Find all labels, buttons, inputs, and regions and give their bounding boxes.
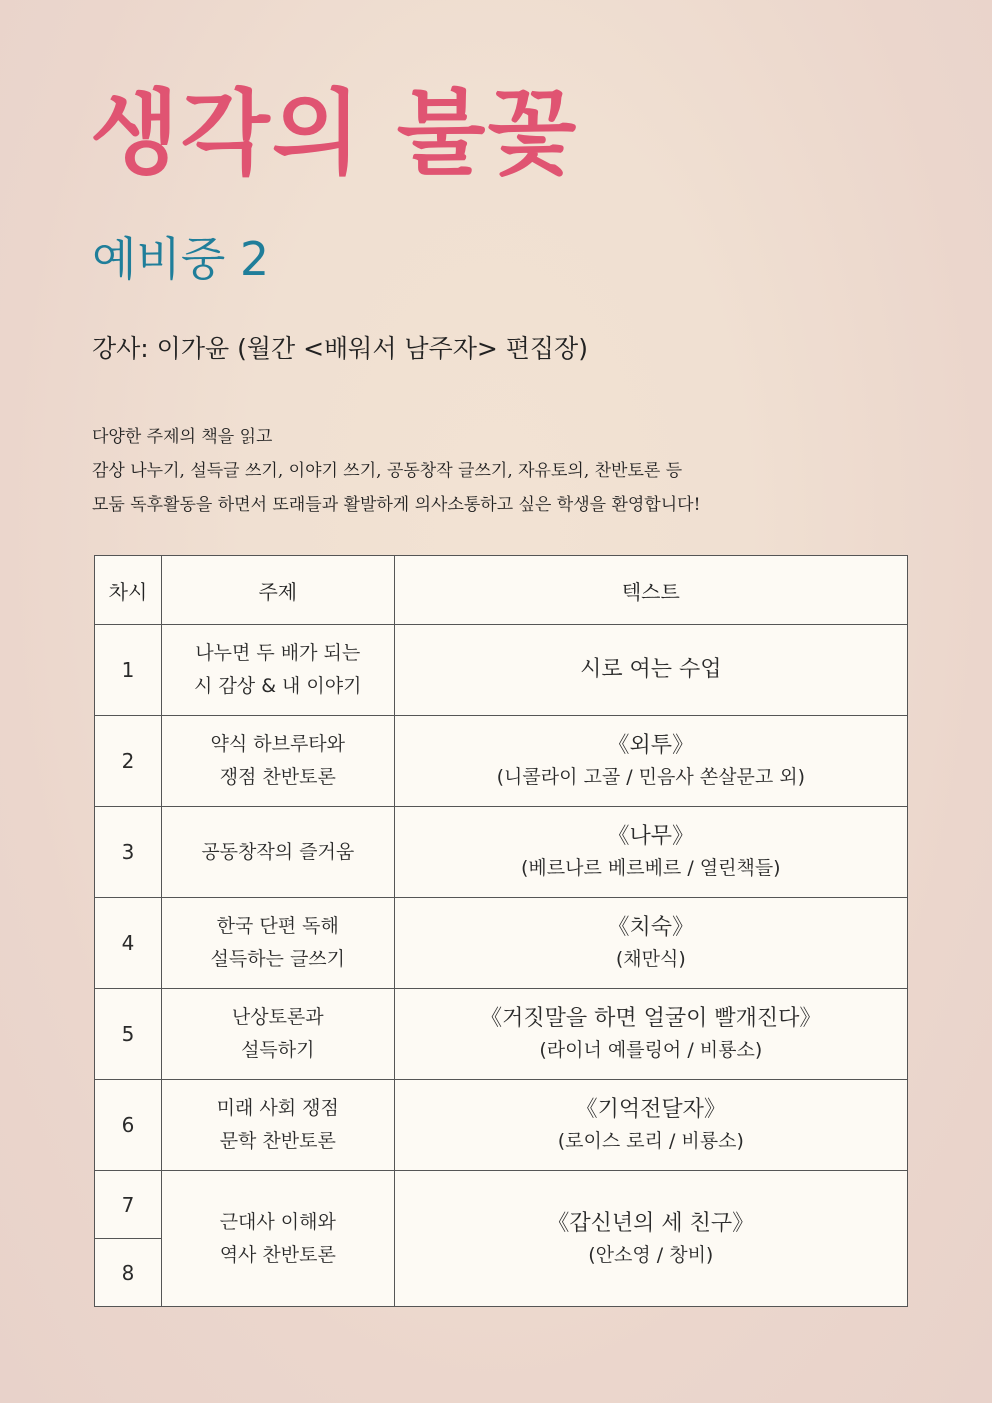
page-subtitle: 예비중 2 xyxy=(92,232,270,286)
session-text xyxy=(394,625,907,716)
book-title: 《치숙》 xyxy=(607,915,695,940)
topic-line: 설득하는 글쓰기 xyxy=(210,948,346,970)
header-session: 차시 xyxy=(95,556,162,625)
table-row xyxy=(95,625,908,716)
book-title: 《기억전달자》 xyxy=(575,1097,726,1122)
session-text xyxy=(394,1080,907,1171)
topic-line: 공동창작의 즐거움 xyxy=(201,840,355,863)
session-text xyxy=(394,807,907,898)
topic-line: 설득하기 xyxy=(241,1039,315,1061)
session-number: 5 xyxy=(95,989,162,1080)
session-number: 6 xyxy=(95,1080,162,1171)
session-topic xyxy=(161,1080,394,1171)
topic-line: 역사 찬반토론 xyxy=(219,1243,336,1266)
session-text xyxy=(394,1171,907,1307)
topic-line: 나누면 두 배가 되는 xyxy=(195,642,361,664)
header-topic: 주제 xyxy=(161,556,394,625)
session-topic xyxy=(161,716,394,807)
book-publisher: (안소영 / 창비) xyxy=(588,1243,714,1266)
intro-text xyxy=(92,420,700,522)
topic-line: 한국 단편 독해 xyxy=(216,915,339,937)
session-text xyxy=(394,989,907,1080)
session-number: 8 xyxy=(95,1239,162,1307)
session-topic xyxy=(161,1171,394,1307)
table-header-row xyxy=(95,556,908,625)
session-topic xyxy=(161,989,394,1080)
book-title: 시로 여는 수업 xyxy=(580,657,722,682)
curriculum-table xyxy=(94,555,908,1307)
instructor-line: 강사: 이가윤 (월간 <배워서 남주자> 편집장) xyxy=(92,334,588,363)
topic-line: 쟁점 찬반토론 xyxy=(219,766,336,788)
topic-line: 근대사 이해와 xyxy=(219,1210,336,1233)
table-row xyxy=(95,989,908,1080)
book-publisher: (라이너 예를링어 / 비룡소) xyxy=(539,1039,763,1061)
topic-line: 문학 찬반토론 xyxy=(219,1130,336,1152)
session-text xyxy=(394,716,907,807)
book-title: 《나무》 xyxy=(607,824,695,849)
book-publisher: (니콜라이 고골 / 민음사 쏜살문고 외) xyxy=(496,766,805,788)
topic-line: 약식 하브루타와 xyxy=(210,733,346,755)
intro-line: 감상 나누기, 설득글 쓰기, 이야기 쓰기, 공동창작 글쓰기, 자유토의, 찬반토론 등 xyxy=(92,461,683,481)
session-number: 1 xyxy=(95,625,162,716)
book-publisher: (로이스 로리 / 비룡소) xyxy=(557,1130,744,1152)
book-title: 《거짓말을 하면 얼굴이 빨개진다》 xyxy=(480,1006,822,1031)
book-publisher: (채만식) xyxy=(615,948,686,970)
intro-line: 모둠 독후활동을 하면서 또래들과 활발하게 의사소통하고 싶은 학생을 환영합니다! xyxy=(92,495,701,515)
table-row xyxy=(95,716,908,807)
session-number: 3 xyxy=(95,807,162,898)
session-number: 4 xyxy=(95,898,162,989)
table-row xyxy=(95,1171,908,1239)
session-topic xyxy=(161,625,394,716)
session-number: 2 xyxy=(95,716,162,807)
topic-line: 시 감상 & 내 이야기 xyxy=(194,675,362,697)
session-number: 7 xyxy=(95,1171,162,1239)
intro-line: 다양한 주제의 책을 읽고 xyxy=(92,427,273,447)
table-row xyxy=(95,898,908,989)
session-topic xyxy=(161,898,394,989)
topic-line: 난상토론과 xyxy=(231,1006,324,1028)
book-publisher: (베르나르 베르베르 / 열린책들) xyxy=(521,857,781,879)
header-text: 텍스트 xyxy=(394,556,907,625)
page-title: 생각의 불꽃 xyxy=(90,80,579,187)
table-row xyxy=(95,1080,908,1171)
topic-line: 미래 사회 쟁점 xyxy=(216,1097,339,1119)
table-row xyxy=(95,807,908,898)
book-title: 《갑신년의 세 친구》 xyxy=(547,1210,755,1236)
book-title: 《외투》 xyxy=(607,733,695,758)
session-text xyxy=(394,898,907,989)
session-topic xyxy=(161,807,394,898)
